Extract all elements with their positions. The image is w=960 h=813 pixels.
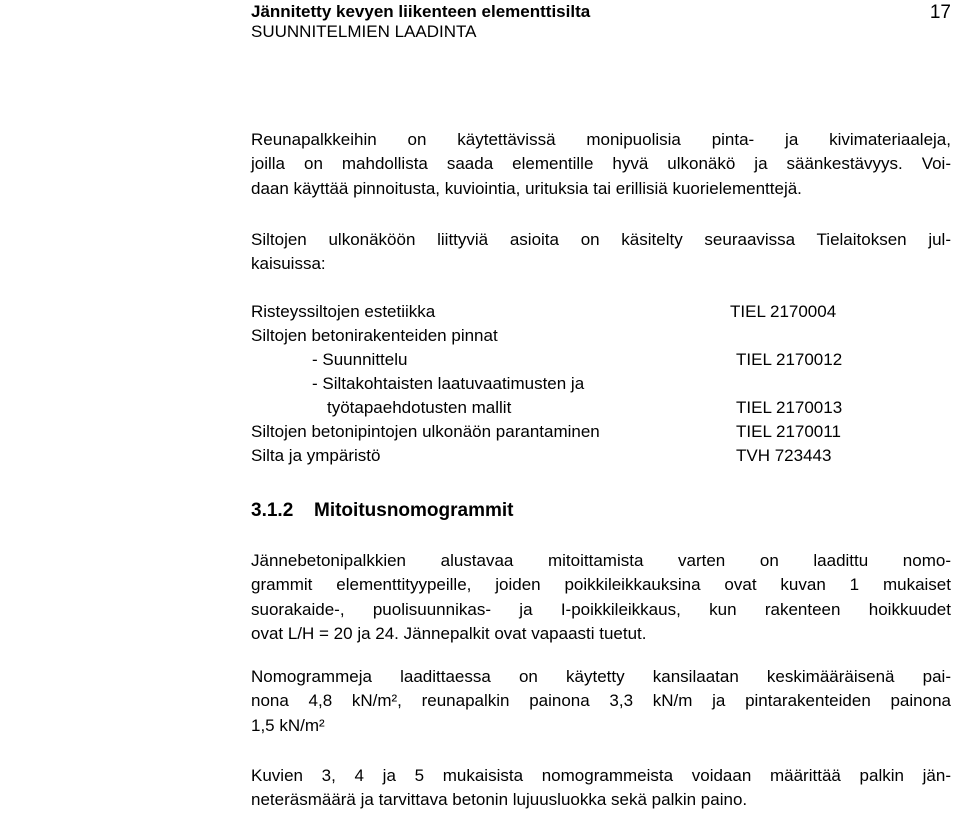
reference-code: TIEL 2170012 xyxy=(736,350,843,369)
reference-title: Siltojen betonipintojen ulkonäön parantaminen xyxy=(251,422,600,441)
page-number: 17 xyxy=(929,2,951,23)
text-line: suorakaide-, puolisuunnikas- ja I-poikkileikkaus, kun rakenteen hoikkuudet xyxy=(251,599,951,619)
text-line: joilla on mahdollista saada elementille hyvä ulkonäkö ja säänkestävyys. Voi- xyxy=(251,154,951,174)
reference-code: TVH 723443 xyxy=(736,446,832,465)
text-line: ovat L/H = 20 ja 24. Jännepalkit ovat vapaasti tuetut. xyxy=(251,623,647,643)
reference-title: Siltojen betonirakenteiden pinnat xyxy=(251,326,498,345)
section-number: 3.1.2 xyxy=(251,500,294,521)
reference-title: työtapaehdotusten mallit xyxy=(327,398,512,417)
text-line: neteräsmäärä ja tarvittava betonin lujuusluokka sekä palkin paino. xyxy=(251,790,748,810)
reference-title: - Siltakohtaisten laatuvaatimusten ja xyxy=(312,374,585,393)
text-line: Reunapalkkeihin on käytettävissä monipuolisia pinta- ja kivimateriaaleja, xyxy=(251,130,951,149)
reference-code: TIEL 2170004 xyxy=(730,302,837,321)
section-heading xyxy=(251,498,514,524)
text-line: 1,5 kN/m² xyxy=(251,715,325,735)
paragraph-nomograms xyxy=(251,549,951,646)
text-line: kaisuissa: xyxy=(251,254,326,274)
reference-title: - Suunnittelu xyxy=(312,350,408,369)
text-line: nona 4,8 kN/m², reunapalkin painona 3,3 kN/m ja pintarakenteiden painona xyxy=(251,691,951,711)
text-line: Nomogrammeja laadittaessa on käytetty kansilaatan keskimääräisenä pai- xyxy=(251,667,951,686)
reference-code: TIEL 2170013 xyxy=(736,398,843,417)
section-title: Mitoitusnomogrammit xyxy=(314,500,514,521)
page-header xyxy=(251,2,951,42)
text-line: Jännebetonipalkkien alustavaa mitoittamista varten on laadittu nomo- xyxy=(251,551,951,570)
paragraph-publications-intro xyxy=(251,228,951,277)
paragraph-figures xyxy=(251,764,951,813)
document-subtitle: SUUNNITELMIEN LAADINTA xyxy=(251,22,477,41)
text-line: Kuvien 3, 4 ja 5 mukaisista nomogrammeista voidaan määrittää palkin jän- xyxy=(251,766,951,785)
paragraph-loads xyxy=(251,665,951,738)
text-line: daan käyttää pinnoitusta, kuviointia, urituksia tai erillisiä kuorielementtejä. xyxy=(251,178,802,198)
text-line: Siltojen ulkonäköön liittyviä asioita on käsitelty seuraavissa Tielaitoksen jul- xyxy=(251,230,951,249)
reference-title: Risteyssiltojen estetiikka xyxy=(251,302,436,321)
paragraph-cladding xyxy=(251,128,951,201)
document-title: Jännitetty kevyen liikenteen elementtisilta xyxy=(251,2,591,21)
reference-code: TIEL 2170011 xyxy=(736,422,841,441)
reference-title: Silta ja ympäristö xyxy=(251,446,381,465)
text-line: grammit elementtityypeille, joiden poikkileikkauksina ovat kuvan 1 mukaiset xyxy=(251,575,951,595)
